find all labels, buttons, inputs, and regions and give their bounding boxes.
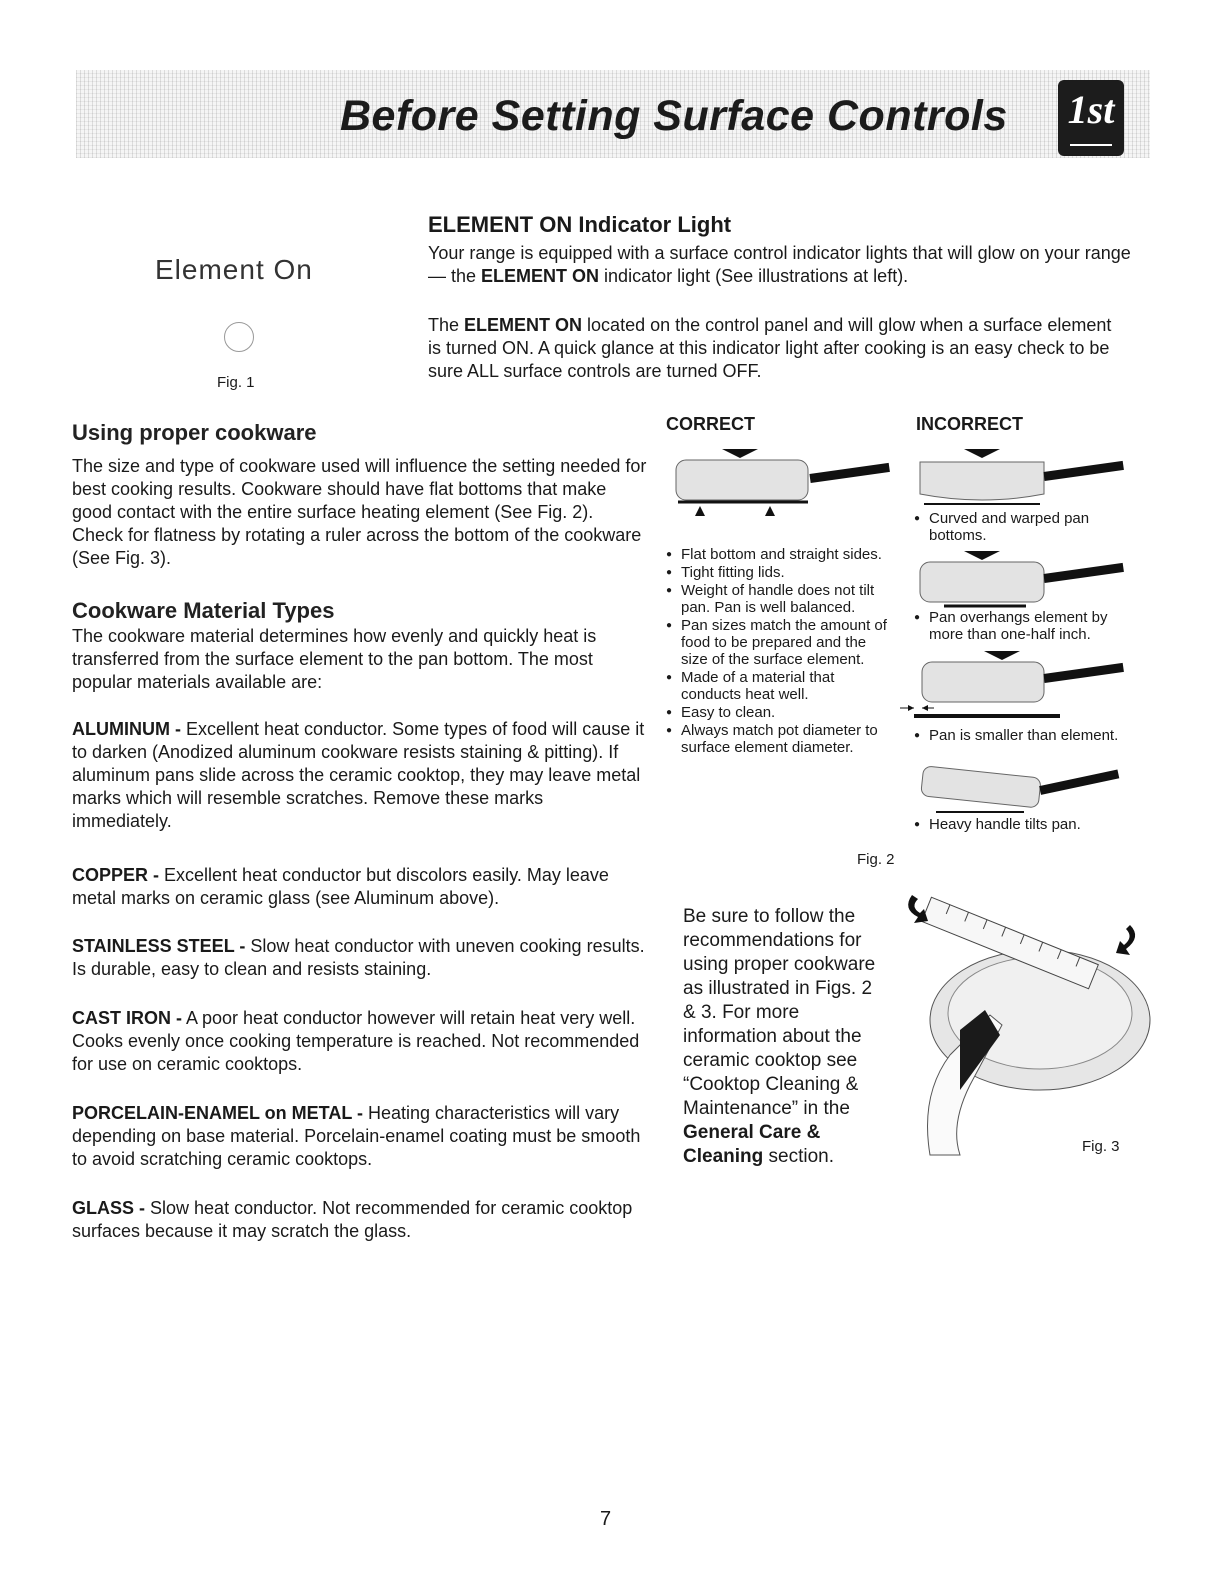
cookware-paragraph: The size and type of cookware used will influence the setting needed for best cooking results. Cookware should have flat bottoms that make good contact with the entire surface heating element (See Fig. 2). Check for flatness by rotating a ruler across the bottom of the cookware (See Fig. 3). <box>72 456 647 568</box>
material-aluminum: ALUMINUM - Excellent heat conductor. Some types of food will cause it to darken (Anodized aluminum cookware resists staining & pitting). If aluminum pans slide across the ceramic cooktop, they may leave metal marks which will resemble scratches. Remove these marks immediately. <box>72 719 645 831</box>
incorrect-item: ● Pan overhangs element by more than one-half inch. <box>914 609 1144 644</box>
small-pan-illustration <box>900 648 1134 724</box>
material-stainless-steel: STAINLESS STEEL - Slow heat conductor with uneven cooking results. Is durable, easy to clean and resists staining. <box>72 936 645 979</box>
fig1-caption: Fig. 1 <box>217 374 255 391</box>
fig2-caption: Fig. 2 <box>857 851 895 868</box>
correct-list <box>666 546 896 757</box>
material-copper: COPPER - Excellent heat conductor but discolors easily. May leave metal marks on ceramic glass (see Aluminum above). <box>72 865 609 908</box>
overhang-pan-illustration <box>914 548 1134 610</box>
cookware-heading: Using proper cookware <box>72 420 317 445</box>
section-badge <box>1058 80 1124 156</box>
materials-heading: Cookware Material Types <box>72 598 335 623</box>
badge-underline <box>1070 144 1112 146</box>
material-porcelain-enamel: PORCELAIN-ENAMEL on METAL - Heating characteristics will vary depending on base material. Porcelain-enamel coating must be smooth to avoid scratching ceramic cooktops. <box>72 1103 641 1169</box>
ruler-check-illustration <box>890 885 1150 1165</box>
incorrect-item: ● Pan is smaller than element. <box>914 727 1144 745</box>
curved-pan-illustration <box>914 446 1134 508</box>
element-on-label: Element On <box>155 254 313 285</box>
correct-item: ● Made of a material that conducts heat well. <box>666 669 896 703</box>
correct-item: ● Weight of handle does not tilt pan. Pan is well balanced. <box>666 582 896 616</box>
badge-label: 1st <box>1067 87 1115 132</box>
correct-pan-illustration <box>670 446 900 526</box>
material-cast-iron: CAST IRON - A poor heat conductor however will retain heat very well. Cooks evenly once cooking temperature is reached. Not recommended for use on ceramic cooktops. <box>72 1008 640 1074</box>
fig3-text: Be sure to follow the recommendations for using proper cookware as illustrated in Figs. 2 & 3. For more information about the ceramic cooktop see “Cooktop Cleaning & Maintenance” in the General Care & Cleaning section. <box>683 906 876 1167</box>
incorrect-item: ● Curved and warped pan bottoms. <box>914 510 1144 545</box>
page-title: Before Setting Surface Controls <box>340 92 1008 140</box>
material-glass: GLASS - Slow heat conductor. Not recommended for ceramic cooktop surfaces because it may scratch the glass. <box>72 1198 633 1241</box>
indicator-paragraph-2: The ELEMENT ON located on the control panel and will glow when a surface element is turned ON. A quick glance at this indicator light after cooking is an easy check to be sure ALL surface controls are turned OFF. <box>428 315 1112 381</box>
fig3-caption: Fig. 3 <box>1082 1138 1120 1155</box>
incorrect-heading: INCORRECT <box>916 414 1023 434</box>
correct-item: ● Pan sizes match the amount of food to be prepared and the size of the surface element. <box>666 617 896 668</box>
materials-intro: The cookware material determines how evenly and quickly heat is transferred from the surface element to the pan bottom. The most popular materials available are: <box>72 626 597 692</box>
correct-item: ● Always match pot diameter to surface element diameter. <box>666 722 896 756</box>
incorrect-item: ● Heavy handle tilts pan. <box>914 816 1144 834</box>
indicator-paragraph-1: Your range is equipped with a surface control indicator lights that will glow on your range— the ELEMENT ON indicator light (See illustrations at left). <box>428 243 1131 286</box>
correct-item: ● Easy to clean. <box>666 704 896 721</box>
correct-item: ● Tight fitting lids. <box>666 564 896 581</box>
page-number: 7 <box>600 1508 612 1530</box>
indicator-heading: ELEMENT ON Indicator Light <box>428 212 732 237</box>
indicator-light-icon <box>224 322 254 352</box>
correct-item: ● Flat bottom and straight sides. <box>666 546 896 563</box>
correct-heading: CORRECT <box>666 414 755 434</box>
